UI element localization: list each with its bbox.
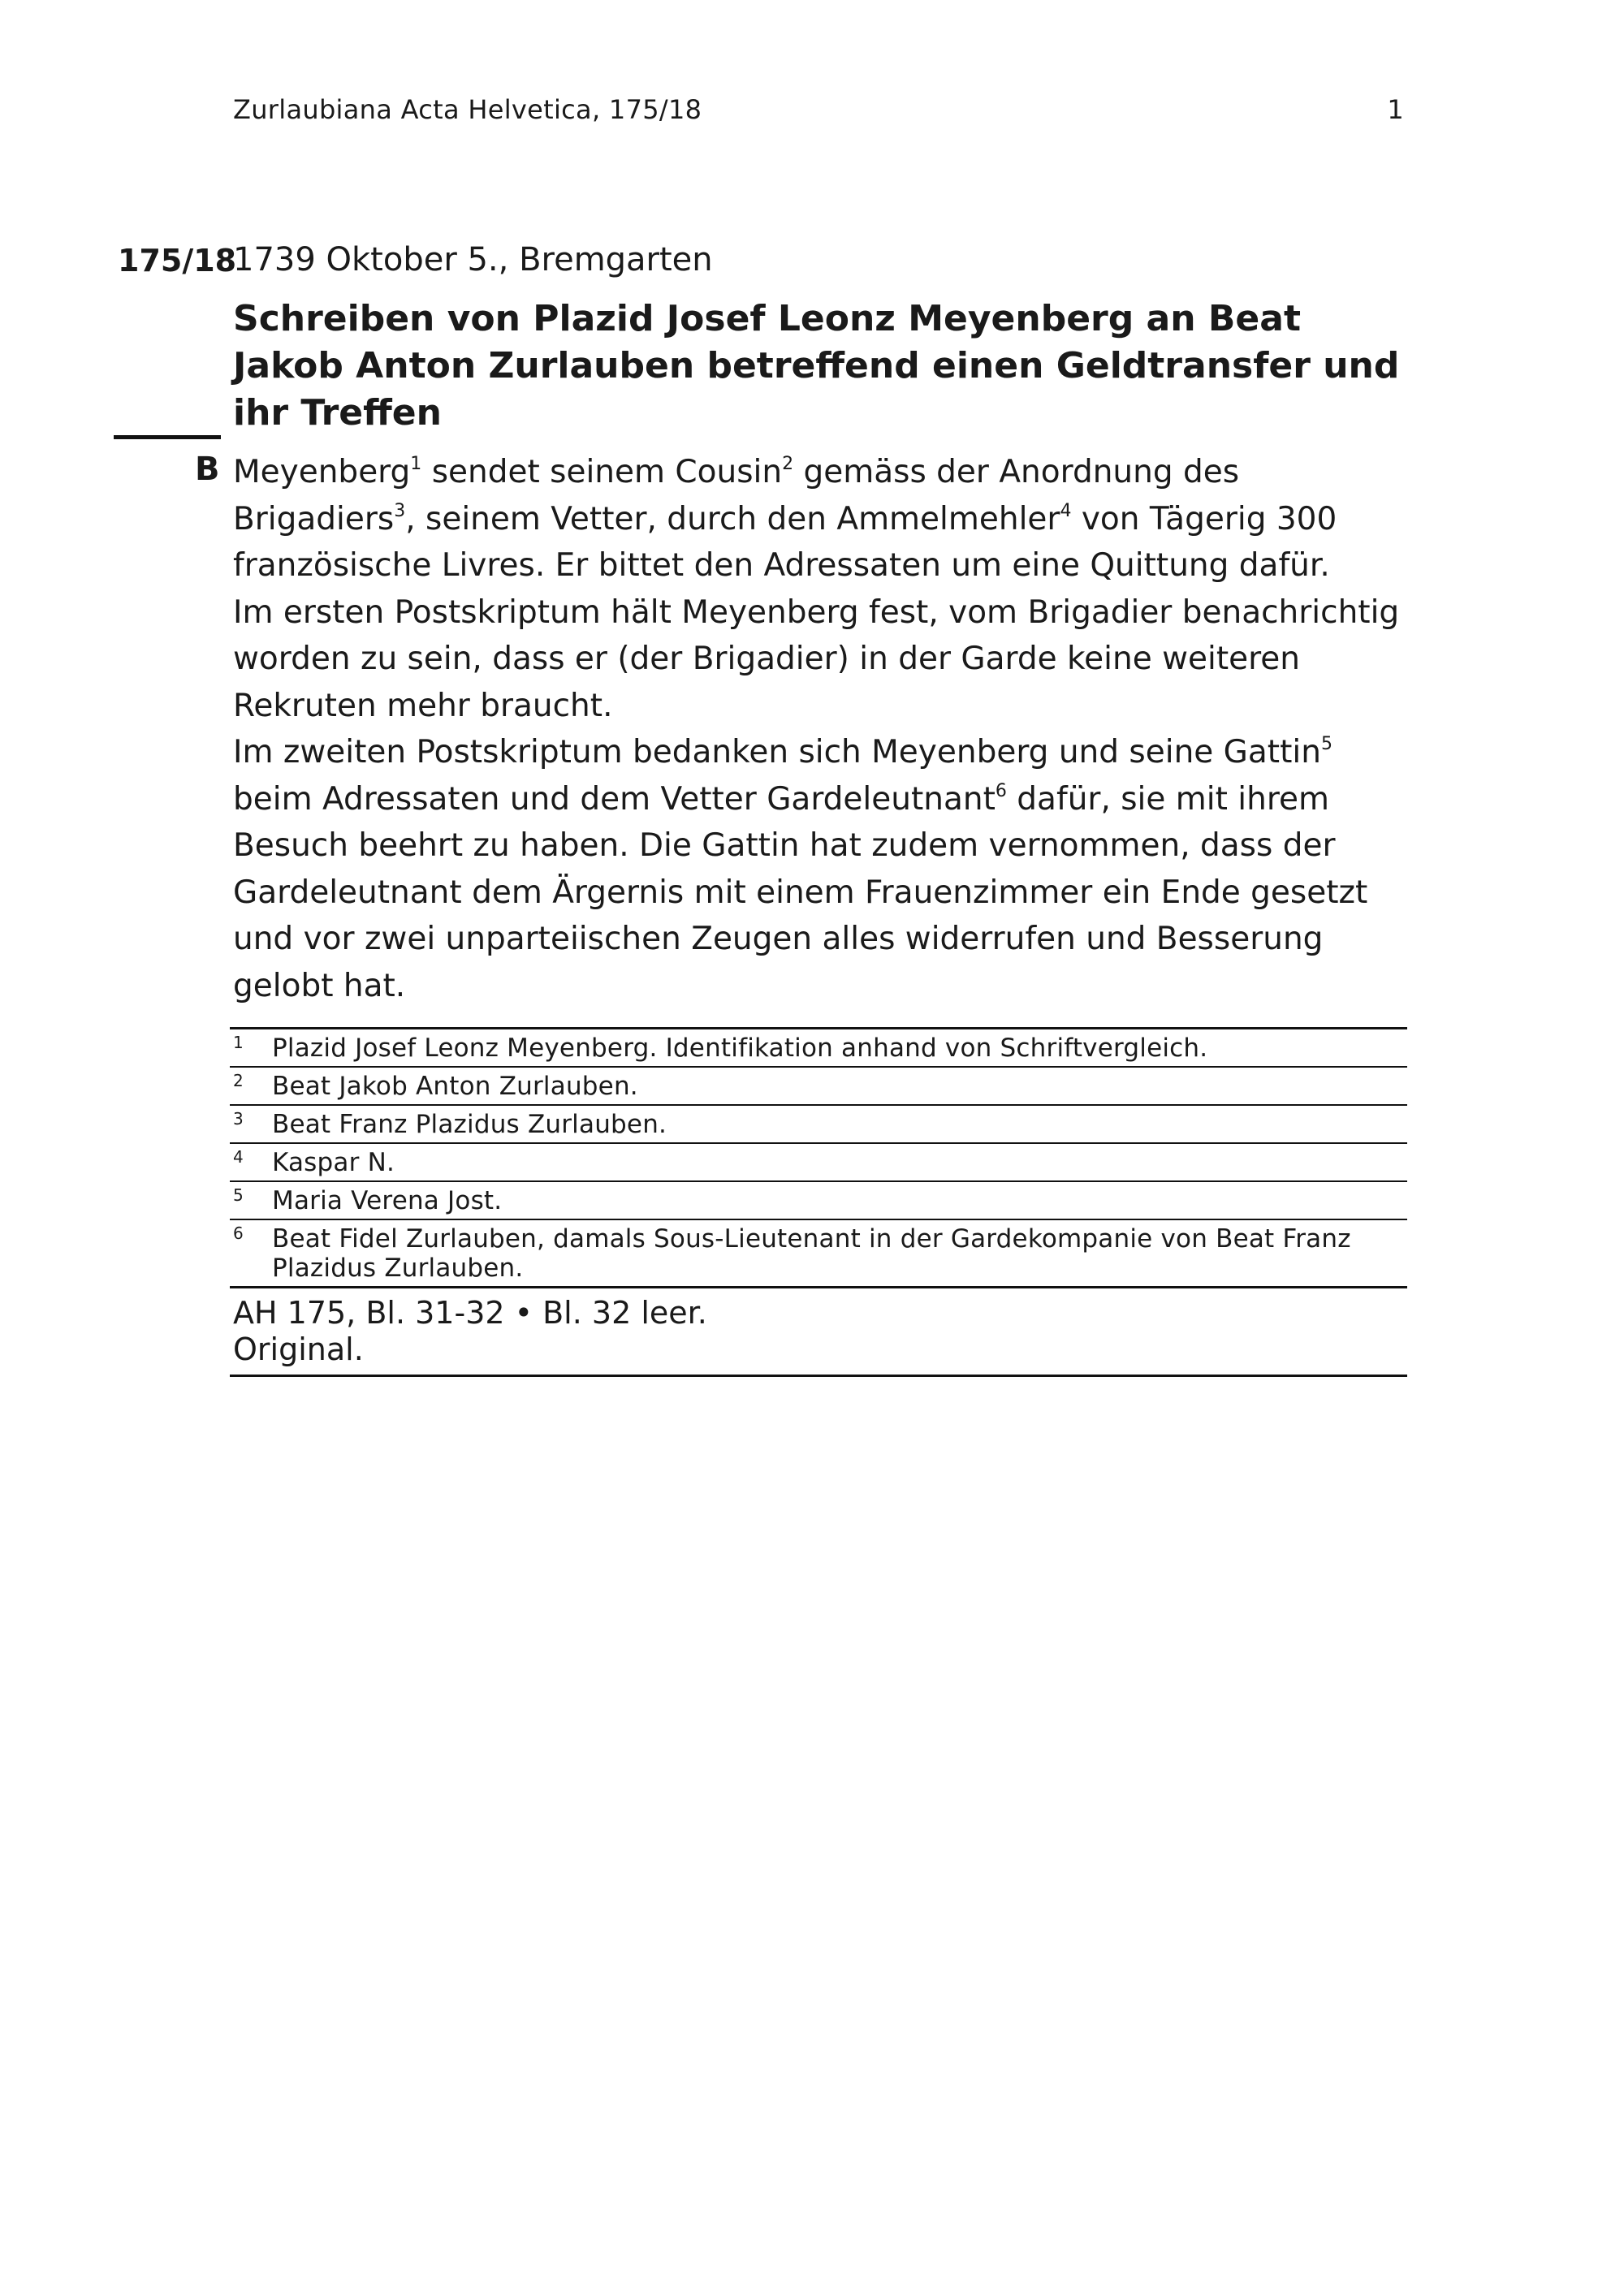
footnote-text: Beat Franz Plazidus Zurlauben. (272, 1110, 667, 1139)
footnote-ref-2[interactable]: 2 (782, 454, 794, 474)
footnote-number: 4 (233, 1147, 244, 1167)
running-head-title: Zurlaubiana Acta Helvetica, 175/18 (233, 94, 702, 125)
footnote-number: 1 (233, 1033, 244, 1052)
page-number: 1 (1387, 94, 1404, 125)
footnote-number: 5 (233, 1185, 244, 1205)
paragraph-2: Im ersten Postskriptum hält Meyenberg fest, vom Brigadier benachrichtig worden zu sein, dass er (der Brigadier) in der Garde keine weiteren Rekruten mehr braucht. (233, 593, 1400, 724)
footnote-text: Maria Verena Jost. (272, 1186, 503, 1215)
text-run: Meyenberg (233, 454, 411, 490)
entry-title: Schreiben von Plazid Josef Leonz Meyenberg an Beat Jakob Anton Zurlauben betreffend einen Geldtransfer und ihr Treffen (233, 298, 1400, 434)
text-run: gemäss der Anordnung des Brigadiers (233, 454, 1240, 537)
footnote-row (230, 1029, 1407, 1068)
text-run: dafür, sie mit ihrem Besuch beehrt zu haben. Die Gattin hat zudem vernommen, dass der Gardeleutnant dem Ärgernis mit einem Frauenzimmer ein Ende gesetzt und vor zwei unparteiischen Zeugen alles widerrufen und Besserung gelobt hat. (233, 780, 1368, 1004)
margin-letter: B (195, 451, 220, 488)
footnote-row (230, 1068, 1407, 1106)
running-head (233, 94, 1404, 125)
paragraph-1 (233, 449, 1419, 589)
text-run: , seinem Vetter, durch den Ammelmehler (405, 500, 1060, 537)
footnote-text: Beat Jakob Anton Zurlauben. (272, 1072, 638, 1101)
text-run: Im zweiten Postskriptum bedanken sich Meyenberg und seine Gattin (233, 734, 1321, 770)
footnotes-table (230, 1027, 1407, 1377)
footnote-number: 3 (233, 1109, 244, 1129)
paragraph-3 (233, 729, 1419, 1009)
abstract-body (233, 449, 1419, 1009)
footnote-row (230, 1182, 1407, 1220)
footnote-ref-4[interactable]: 4 (1060, 500, 1072, 521)
entry-date-place: 1739 Oktober 5., Bremgarten (233, 241, 713, 278)
text-run: sendet seinem Cousin (421, 454, 783, 490)
text-run: beim Adressaten und dem Vetter Gardeleutnant (233, 780, 996, 818)
footnote-row (230, 1220, 1407, 1288)
footnote-ref-3[interactable]: 3 (394, 500, 406, 521)
entry-number: 175/18 (118, 243, 237, 278)
text-run: von Tägerig 300 französische Livres. Er bittet den Adressaten um eine Quittung dafür. (233, 500, 1337, 584)
footnote-number: 2 (233, 1071, 244, 1090)
source-type: Original. (233, 1331, 364, 1367)
source-signature: AH 175, Bl. 31-32 • Bl. 32 leer. (233, 1295, 707, 1331)
margin-rule (114, 435, 221, 439)
footnote-row (230, 1144, 1407, 1182)
footnote-text: Plazid Josef Leonz Meyenberg. Identifikation anhand von Schriftvergleich. (272, 1034, 1208, 1063)
footnote-text: Beat Fidel Zurlauben, damals Sous-Lieutenant in der Gardekompanie von Beat Franz Plazidus Zurlauben. (272, 1224, 1351, 1283)
footnote-ref-1[interactable]: 1 (410, 454, 422, 474)
source-block (230, 1288, 1407, 1377)
footnote-text: Kaspar N. (272, 1148, 395, 1177)
footnote-ref-6[interactable]: 6 (995, 780, 1007, 801)
footnote-ref-5[interactable]: 5 (1320, 734, 1332, 754)
footnote-row (230, 1106, 1407, 1144)
footnote-number: 6 (233, 1224, 244, 1243)
